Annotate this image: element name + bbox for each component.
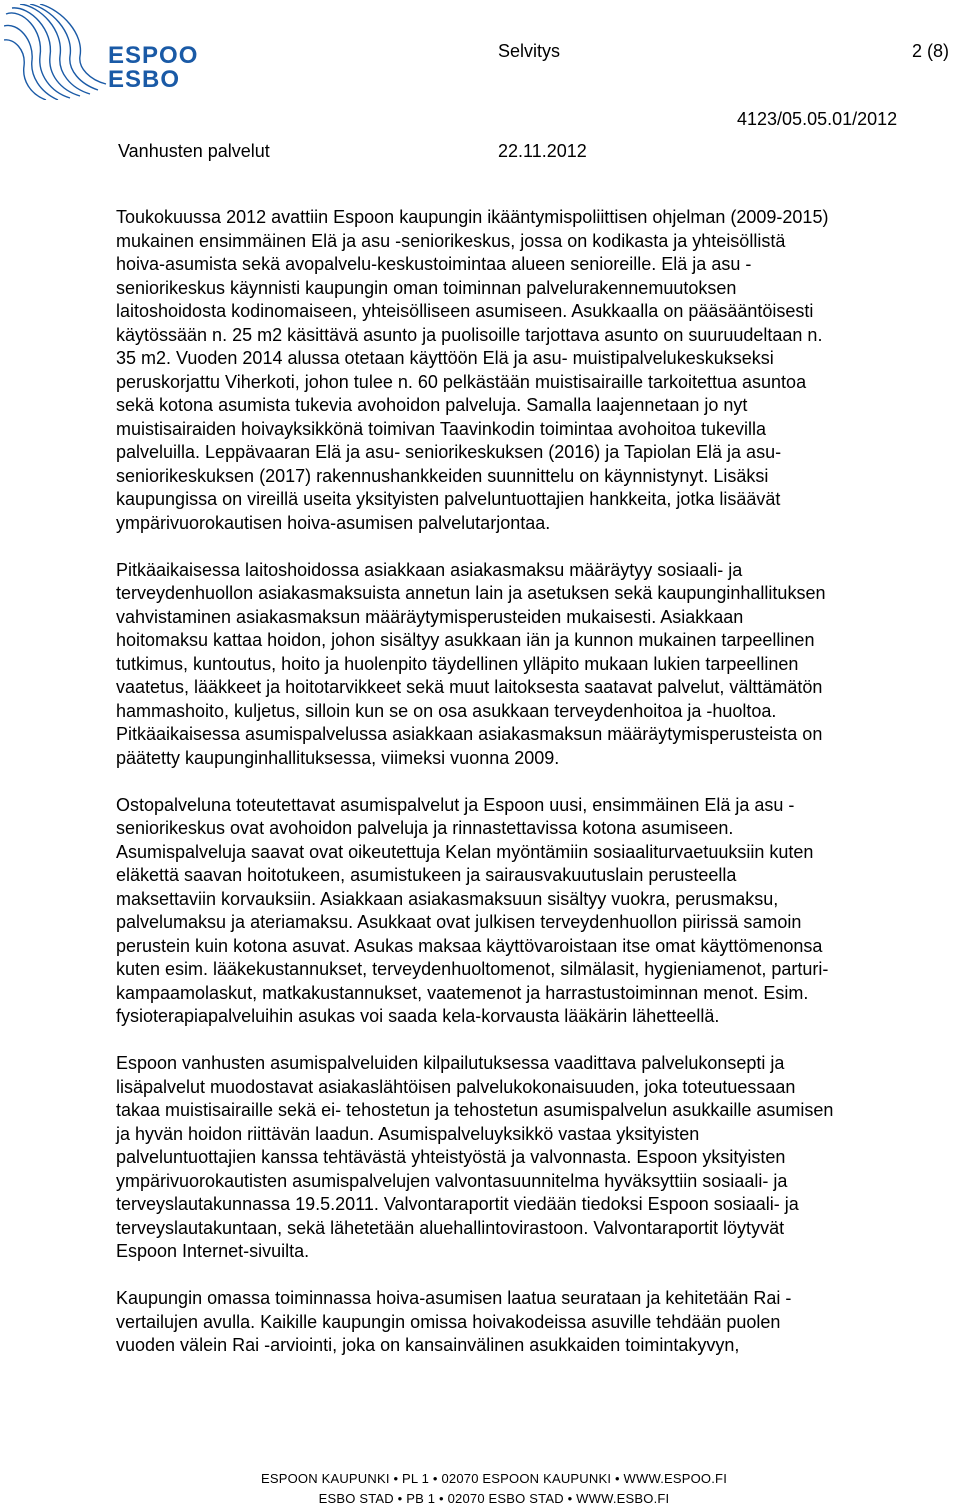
paragraph-5 xyxy=(116,1287,960,1358)
document-reference: 4123/05.05.01/2012 xyxy=(737,109,898,129)
text-line: terveyslautakuntaan, sekä lähetetään aluehallintovirastoon. Valvontaraportit löytyvät xyxy=(116,1217,785,1238)
text-line: 35 m2. Vuoden 2014 alussa otetaan käyttöön Elä ja asu- muistipalvelukeskukseksi xyxy=(116,348,774,368)
text-line: maksettaviin korvauksiin. Asiakkaan asiakasmaksuun sisältyy vuokra, perusmaksu, xyxy=(116,888,779,909)
text-line: takaa muistisairaille sekä ei- tehostetun ja tehostetun asumispalvelun asukkaille asumisen xyxy=(116,1100,834,1120)
text-line: terveyslautakunnassa 19.5.2011. Valvontaraportit viedään tiedoksi Espoon sosiaali- ja xyxy=(116,1194,799,1214)
paragraph-2 xyxy=(116,559,960,771)
text-line: seniorikeskus käynnisti kaupungin oman toiminnan palvelurakennemuutoksen xyxy=(116,277,737,298)
text-line: fysioterapiapalveluihin asukas voi saada kela-korvausta lääkärin lähetteellä. xyxy=(116,1006,720,1026)
text-line: sekä kotona asumista tukevia avohoidon palveluja. Samalla laajennetaan jo nyt xyxy=(116,395,748,415)
text-line: laitoshoidosta kodinomaiseen, yhteisölliseen asumiseen. Asukkaalla on pääsääntöisesti xyxy=(116,301,814,321)
page-number: 2 (8) xyxy=(912,41,950,61)
text-line: vertailujen avulla. Kaikille kaupungin omissa hoivakodeissa asuville tehdään puolen xyxy=(116,1311,781,1332)
text-line: vahvistaminen asiakasmaksun määräytymisperusteiden mukaisesti. Asiakkaan xyxy=(116,606,744,627)
text-line: peruskorjattu Viherkoti, johon tulee n. 60 pelkästään muistisairaille tarkoitettua asuntoa xyxy=(116,371,807,392)
text-line: lisäpalvelut muodostavat asiakaslähtöisen palvelukokonaisuuden, joka toteutuessaan xyxy=(116,1076,796,1097)
text-line: Pitkäaikaisessa asumispalvelussa asiakkaan asiakasmaksun määräytymisperusteista on xyxy=(116,724,823,744)
text-line: kaupungissa on vireillä useita yksityisten palveluntuottajien hankkeita, jotka lisäävät xyxy=(116,489,781,509)
text-line: hoiva-asumista sekä avopalvelu-keskustoimintaa alueen senioreille. Elä ja asu - xyxy=(116,254,752,274)
brand-line-1: ESPOO xyxy=(108,42,199,69)
text-line: Pitkäaikaisessa laitoshoidossa asiakkaan asiakasmaksu määräytyy sosiaali- ja xyxy=(116,559,743,580)
text-line: hoitomaksu kattaa hoidon, johon sisältyy asukkaan iän ja kunnon mukainen tarpeellinen xyxy=(116,630,815,650)
paragraph-1 xyxy=(116,206,960,535)
text-line: käytössään n. 25 m2 käsittävä asunto ja puolisoille tarjottava asunto on suuruudeltaan n. xyxy=(116,324,823,345)
text-line: seniorikeskuksen (2017) rakennushankkeiden suunnittelu on käynnistynyt. Lisäksi xyxy=(116,465,769,486)
text-line: Asumispalveluja saavat ovat oikeutettuja Kelan myöntämiin sosiaaliturvaetuuksiin kuten xyxy=(116,841,814,862)
text-line: tutkimus, kuntoutus, hoito ja huolenpito täydellinen ylläpito mukaan lukien tarpeellinen xyxy=(116,653,799,674)
text-line: kampaamolaskut, matkakustannukset, vaatemenot ja harrastustoiminnan menot. Esim. xyxy=(116,982,809,1003)
espoo-logo xyxy=(4,4,204,96)
text-line: Ostopalveluna toteutettavat asumispalvelut ja Espoon uusi, ensimmäinen Elä ja asu - xyxy=(116,794,795,815)
text-line: Kaupungin omassa toiminnassa hoiva-asumisen laatua seurataan ja kehitetään Rai - xyxy=(116,1288,792,1308)
document-type: Selvitys xyxy=(498,41,561,61)
text-line: eläkettä saavan hoitotukeen, asumistukeen ja sairausvakuutuslain perusteella xyxy=(116,865,737,885)
text-line: ja hyvän hoidon riittävän laadun. Asumispalveluyksikkö vastaa yksityisten xyxy=(116,1123,700,1144)
text-line: palveluntuottajien kanssa tehtävästä yhteistyöstä ja valvonnasta. Espoon yksityisten xyxy=(116,1147,786,1167)
text-line: seniorikeskus ovat avohoidon palveluja ja rinnastettavissa kotona asumiseen. xyxy=(116,818,734,838)
text-line: Toukokuussa 2012 avattiin Espoon kaupungin ikääntymispoliittisen ohjelman (2009-2015) xyxy=(116,207,829,227)
text-line: vuoden välein Rai -arviointi, joka on kansainvälinen asukkaiden toimintakyvyn, xyxy=(116,1335,740,1355)
footer-line-finnish: ESPOON KAUPUNKI • PL 1 • 02070 ESPOON KAUPUNKI • WWW.ESPOO.FI xyxy=(260,1471,728,1486)
text-line: päätetty kaupunginhallituksessa, viimeksi vuonna 2009. xyxy=(116,747,560,768)
espoo-wave-icon xyxy=(4,4,114,100)
text-line: ympärivuorokautisten asumispalvelujen valvontasuunnitelma hyväksyttiin sosiaali- ja xyxy=(116,1170,788,1191)
document-date: 22.11.2012 xyxy=(498,141,587,161)
document-body xyxy=(116,206,960,1381)
text-line: mukainen ensimmäinen Elä ja asu -seniorikeskus, jossa on kodikasta ja yhteisöllistä xyxy=(116,230,786,251)
text-line: palvelumaksu ja ateriamaksu. Asukkaat ovat julkisen terveydenhuollon piirissä samoin xyxy=(116,912,802,932)
text-line: perustein kuin kotona asuvat. Asukas maksaa käyttövaroistaan itse omat käyttömenonsa xyxy=(116,935,823,956)
text-line: terveydenhuollon asiakasmaksuista annetun lain ja asetuksen sekä kaupunginhallituksen xyxy=(116,583,826,603)
brand-line-2: ESBO xyxy=(108,66,181,93)
department: Vanhusten palvelut xyxy=(118,141,270,161)
page-footer xyxy=(0,1469,960,1509)
paragraph-4 xyxy=(116,1052,960,1264)
text-line: palveluilla. Leppävaaran Elä ja asu- seniorikeskuksen (2016) ja Tapiolan Elä ja asu- xyxy=(116,442,782,462)
text-line: muistisairaiden hoivayksikkönä toimivan Taavinkodin toimintaa avohoitoa tukevilla xyxy=(116,418,767,439)
text-line: Espoon Internet-sivuilta. xyxy=(116,1241,310,1261)
text-line: vaatetus, lääkkeet ja hoitotarvikkeet sekä muut laitoksesta saatavat palvelut, välttämätön xyxy=(116,677,823,697)
paragraph-3 xyxy=(116,794,960,1029)
footer-line-swedish: ESBO STAD • PB 1 • 02070 ESBO STAD • WWW.ESBO.FI xyxy=(318,1491,670,1506)
text-line: kuten esim. lääkekustannukset, terveydenhuoltomenot, silmälasit, hygieniamenot, parturi- xyxy=(116,959,829,979)
text-line: Espoon vanhusten asumispalveluiden kilpailutuksessa vaadittava palvelukonsepti ja xyxy=(116,1053,785,1073)
text-line: hammashoito, kuljetus, silloin kun se on osa asukkaan terveydenhoitoa ja -huoltoa. xyxy=(116,700,777,721)
text-line: ympärivuorokautisen hoiva-asumisen palvelutarjontaa. xyxy=(116,512,551,533)
espoo-esbo-wordmark xyxy=(108,44,198,92)
